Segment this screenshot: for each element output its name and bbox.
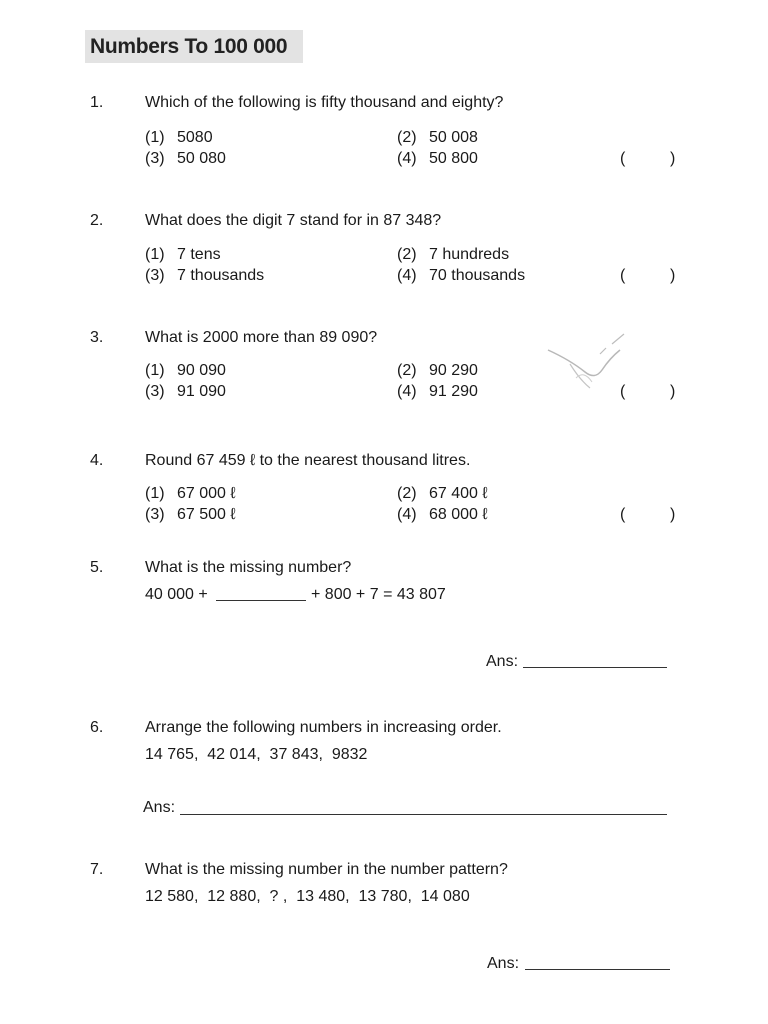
answer-line[interactable] xyxy=(523,667,667,668)
option-2: (2) 90 290 xyxy=(397,362,478,379)
option-3: (3) 91 090 xyxy=(145,383,226,400)
question-text: Which of the following is fifty thousand and eighty? xyxy=(145,94,504,111)
option-4: (4) 68 000 ℓ xyxy=(397,506,488,523)
worksheet-title: Numbers To 100 000 xyxy=(90,35,288,58)
option-2: (2) 67 400 ℓ xyxy=(397,485,488,502)
question-number: 5. xyxy=(90,559,104,576)
question-text: Arrange the following numbers in increasing order. xyxy=(145,719,502,736)
number-list: 14 765, 42 014, 37 843, 9832 xyxy=(145,746,368,763)
question-text: What is the missing number? xyxy=(145,559,352,576)
question-number: 1. xyxy=(90,94,104,111)
question-text: What is the missing number in the number pattern? xyxy=(145,861,508,878)
option-4: (4) 70 thousands xyxy=(397,267,526,284)
answer-label: Ans: xyxy=(487,955,520,972)
question-number: 7. xyxy=(90,861,104,878)
option-3: (3) 67 500 ℓ xyxy=(145,506,236,523)
answer-line[interactable] xyxy=(180,814,667,815)
missing-number-blank[interactable] xyxy=(216,600,306,601)
question-text: Round 67 459 ℓ to the nearest thousand litres. xyxy=(145,452,471,469)
option-1: (1) 90 090 xyxy=(145,362,226,379)
question-number: 3. xyxy=(90,329,104,346)
expression-left: 40 000 + xyxy=(145,586,208,603)
option-1: (1) 7 tens xyxy=(145,246,221,263)
question-number: 2. xyxy=(90,212,104,229)
expression-right: + 800 + 7 = 43 807 xyxy=(311,586,446,603)
number-pattern: 12 580, 12 880, ? , 13 480, 13 780, 14 080 xyxy=(145,888,470,905)
answer-line[interactable] xyxy=(525,969,670,970)
option-2: (2) 50 008 xyxy=(397,129,478,146)
option-4: (4) 91 290 xyxy=(397,383,478,400)
question-text: What does the digit 7 stand for in 87 348? xyxy=(145,212,442,229)
option-3: (3) 50 080 xyxy=(145,150,226,167)
option-2: (2) 7 hundreds xyxy=(397,246,510,263)
option-1: (1) 67 000 ℓ xyxy=(145,485,236,502)
question-number: 6. xyxy=(90,719,104,736)
question-text: What is 2000 more than 89 090? xyxy=(145,329,378,346)
eraser-smudge xyxy=(540,330,635,400)
answer-label: Ans: xyxy=(143,799,176,816)
answer-label: Ans: xyxy=(486,653,519,670)
question-number: 4. xyxy=(90,452,104,469)
option-1: (1) 5080 xyxy=(145,129,213,146)
option-3: (3) 7 thousands xyxy=(145,267,265,284)
option-4: (4) 50 800 xyxy=(397,150,478,167)
